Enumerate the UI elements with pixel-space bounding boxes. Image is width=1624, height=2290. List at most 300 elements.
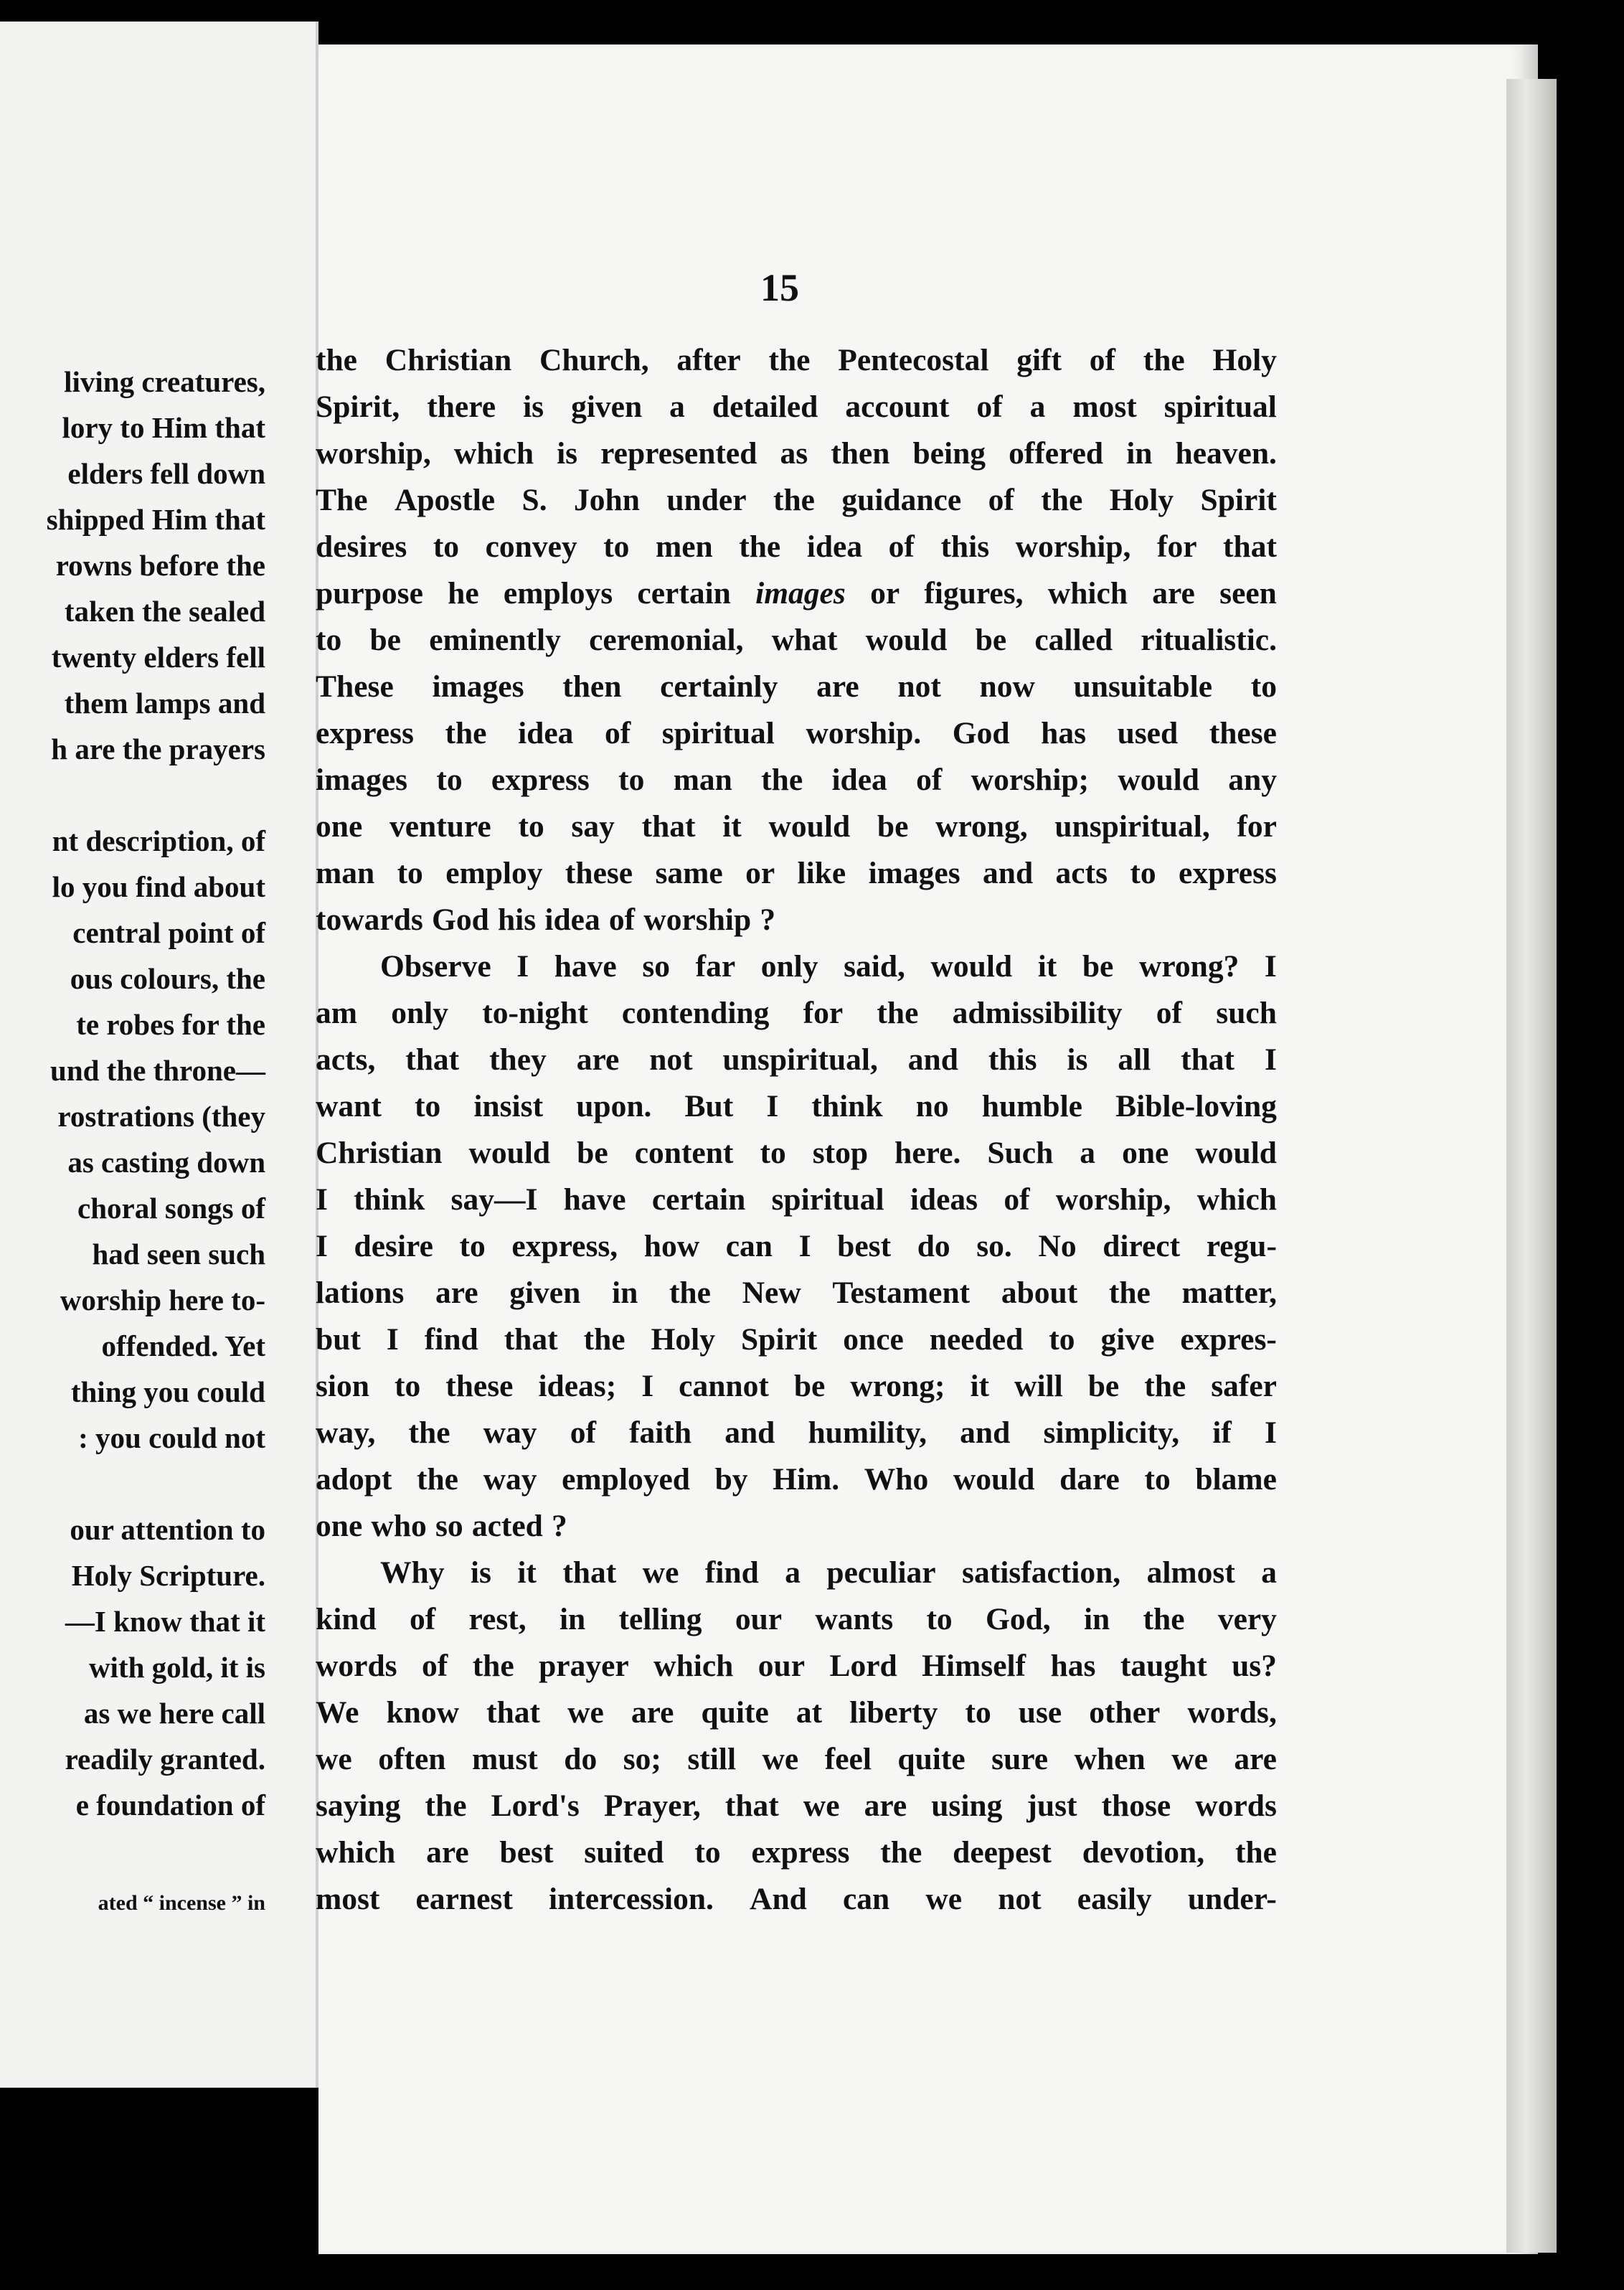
left-page-line: lory to Him that — [62, 411, 265, 444]
word: at — [796, 1695, 823, 1730]
word: taught — [1120, 1649, 1207, 1683]
word: we — [1171, 1742, 1208, 1776]
word: to — [618, 763, 645, 797]
left-page-line: Holy Scripture. — [71, 1559, 265, 1592]
left-page-line: rowns before the — [55, 549, 265, 582]
word: the — [583, 1322, 625, 1357]
word: in — [1083, 1602, 1110, 1636]
word: worship, — [1015, 529, 1131, 564]
word: would — [1195, 1136, 1277, 1170]
word: faith — [629, 1415, 692, 1450]
word: to — [760, 1136, 786, 1170]
left-page-line: ous colours, the — [70, 962, 265, 995]
word: quite — [701, 1695, 769, 1730]
word: unspiritual, — [1054, 809, 1210, 844]
word: I — [1264, 1042, 1277, 1077]
word: to — [926, 1602, 953, 1636]
word: Spirit — [1200, 483, 1277, 517]
word: ideas — [910, 1182, 978, 1217]
text-line — [316, 1410, 1277, 1456]
word: the — [316, 343, 357, 377]
word: after — [676, 343, 741, 377]
word: I — [1264, 1415, 1277, 1450]
word: employs — [503, 576, 613, 611]
word: us? — [1232, 1649, 1277, 1683]
text-line — [316, 804, 1277, 850]
word: the — [1143, 1602, 1185, 1636]
word: our — [757, 1649, 806, 1683]
word: same — [655, 856, 723, 890]
word: one — [316, 809, 363, 844]
text-line — [316, 1130, 1277, 1177]
word: those — [1101, 1789, 1171, 1823]
text-line — [316, 1083, 1277, 1130]
word: wrong; — [850, 1369, 945, 1403]
left-page-line: choral songs of — [77, 1192, 265, 1225]
text-line — [316, 897, 1277, 943]
word: think — [354, 1182, 425, 1217]
word: desires — [316, 529, 407, 564]
word: he — [448, 576, 479, 611]
left-page-line: had seen such — [92, 1238, 265, 1271]
word: safer — [1211, 1369, 1277, 1403]
word: are — [1152, 576, 1195, 611]
word: that — [724, 1789, 779, 1823]
word: Apostle — [394, 483, 496, 517]
word: acts — [1055, 856, 1108, 890]
word: like — [797, 856, 846, 890]
word: represented — [600, 436, 757, 471]
text-line — [316, 1690, 1277, 1736]
left-page-line: —I know that it — [65, 1605, 265, 1638]
word: has — [1041, 716, 1086, 750]
word: are — [1234, 1742, 1277, 1776]
word: to-night — [482, 996, 588, 1030]
word: when — [1074, 1742, 1146, 1776]
word: often — [378, 1742, 446, 1776]
word: find — [704, 1555, 759, 1590]
word: to — [459, 1229, 486, 1263]
word: Christian — [316, 1136, 443, 1170]
word: have — [563, 1182, 626, 1217]
word: needed — [929, 1322, 1024, 1357]
word: direct — [1103, 1229, 1181, 1263]
left-page-line: as we here call — [83, 1697, 265, 1730]
text-line — [316, 1363, 1277, 1410]
word: to — [1130, 856, 1156, 890]
word: words — [316, 1649, 397, 1683]
word: Holy — [1212, 343, 1277, 377]
word: almost — [1146, 1555, 1235, 1590]
word: would — [930, 949, 1013, 984]
word: Holy — [1109, 483, 1174, 517]
left-page-line: lo you find about — [52, 870, 265, 903]
word: intercession. — [548, 1882, 714, 1916]
word: the — [739, 529, 781, 564]
page-number: 15 — [760, 266, 799, 309]
word: then — [831, 436, 890, 471]
word: I — [641, 1369, 654, 1403]
word: idea — [518, 716, 574, 750]
word: these — [1209, 716, 1277, 750]
text-line — [316, 1596, 1277, 1643]
word: for — [803, 996, 844, 1030]
word: worship, — [316, 436, 431, 471]
word: think — [811, 1089, 883, 1123]
word: once — [843, 1322, 904, 1357]
word: one — [1122, 1136, 1169, 1170]
word: have — [554, 949, 617, 984]
word: acts, — [316, 1042, 376, 1077]
word: God, — [985, 1602, 1051, 1636]
word: must — [471, 1742, 538, 1776]
word: Prayer, — [603, 1789, 701, 1823]
word: the — [425, 1789, 467, 1823]
word: our — [735, 1602, 783, 1636]
word: can — [725, 1229, 773, 1263]
left-page-line: them lamps and — [64, 687, 265, 720]
word: can — [842, 1882, 890, 1916]
word: These — [316, 669, 394, 704]
word: wrong, — [935, 809, 1028, 844]
word: or — [870, 576, 900, 611]
text-line — [316, 664, 1277, 710]
word: words, — [1187, 1695, 1277, 1730]
word: know — [386, 1695, 460, 1730]
word: employed — [562, 1462, 690, 1497]
word: the — [1041, 483, 1083, 517]
left-page-line: taken the sealed — [64, 595, 265, 628]
word: be — [975, 623, 1007, 657]
word: quite — [897, 1742, 966, 1776]
word: ritualistic. — [1141, 623, 1277, 657]
word: wants — [815, 1602, 894, 1636]
word: any — [1228, 763, 1277, 797]
word: all — [1118, 1042, 1151, 1077]
word: who — [371, 1509, 427, 1543]
word: upon. — [576, 1089, 652, 1123]
word: spiritual — [771, 1182, 884, 1217]
left-page-line: as casting down — [67, 1146, 265, 1179]
word: of — [1156, 996, 1183, 1030]
word: ? — [760, 903, 776, 937]
word: a — [1080, 1136, 1096, 1170]
word: are — [816, 669, 859, 704]
word: so. — [976, 1229, 1012, 1263]
word: by — [714, 1462, 748, 1497]
word: to — [433, 529, 460, 564]
word: what — [771, 623, 838, 657]
word: only — [760, 949, 818, 984]
word: these — [565, 856, 633, 890]
word: of — [1089, 343, 1115, 377]
word: is — [523, 390, 544, 424]
word: express — [751, 1835, 850, 1870]
word: adopt — [316, 1462, 392, 1497]
word: Observe — [380, 949, 491, 984]
word: and — [960, 1415, 1011, 1450]
word: gift — [1016, 343, 1062, 377]
word: be — [577, 1136, 608, 1170]
left-page-gap — [47, 772, 265, 818]
left-page-line: twenty elders fell — [51, 641, 265, 674]
word: prayer — [539, 1649, 629, 1683]
text-line — [316, 384, 1277, 430]
word: it — [517, 1555, 537, 1590]
word: a — [1029, 390, 1046, 424]
word: is — [1067, 1042, 1088, 1077]
word: are — [631, 1695, 674, 1730]
word: not — [998, 1882, 1042, 1916]
word: for — [1237, 809, 1277, 844]
word: the — [669, 1276, 711, 1310]
word: Bible-loving — [1115, 1089, 1277, 1123]
left-page-line: nt description, of — [52, 824, 265, 857]
word: and — [983, 856, 1034, 890]
word: under — [666, 483, 747, 517]
word: men — [655, 529, 713, 564]
word: which — [653, 1649, 734, 1683]
text-line — [316, 757, 1277, 804]
left-page-line: te robes for the — [76, 1008, 265, 1041]
word: of — [916, 763, 943, 797]
word: The — [316, 483, 368, 517]
word: purpose — [316, 576, 423, 611]
word: his — [497, 903, 537, 937]
word: Him. — [773, 1462, 840, 1497]
word: be — [1082, 949, 1114, 984]
word: then — [562, 669, 622, 704]
word: simplicity, — [1043, 1415, 1180, 1450]
word: no — [915, 1089, 949, 1123]
word: to — [603, 529, 630, 564]
word: say—I — [450, 1182, 538, 1217]
word: still — [687, 1742, 737, 1776]
word: heaven. — [1175, 436, 1277, 471]
word: Lord — [829, 1649, 897, 1683]
word: to — [397, 856, 423, 890]
word: way — [483, 1462, 537, 1497]
word: Why — [380, 1555, 445, 1590]
word: certain — [651, 1182, 746, 1217]
word: would — [953, 1462, 1035, 1497]
paragraph — [316, 943, 1277, 1550]
word: for — [1156, 529, 1197, 564]
word: that — [562, 1555, 617, 1590]
left-page-line: with gold, it is — [88, 1651, 265, 1684]
word: of — [409, 1602, 436, 1636]
body-text — [316, 337, 1277, 1923]
word: humility, — [808, 1415, 927, 1450]
word: Such — [987, 1136, 1054, 1170]
word: employ — [445, 856, 543, 890]
word: man — [316, 856, 375, 890]
word: want — [316, 1089, 382, 1123]
word: dare — [1059, 1462, 1120, 1497]
word: the — [1234, 1835, 1277, 1870]
text-line — [316, 850, 1277, 897]
text-line — [316, 1223, 1277, 1270]
word: guidance — [841, 483, 962, 517]
word: unsuitable — [1073, 669, 1213, 704]
word: worship, — [1055, 1182, 1171, 1217]
word: say — [571, 809, 615, 844]
word: I — [316, 1229, 328, 1263]
word: the — [1108, 1276, 1151, 1310]
word: would — [865, 623, 948, 657]
word: do — [564, 1742, 598, 1776]
word: worship; — [971, 763, 1090, 797]
word: express, — [511, 1229, 618, 1263]
word: spiritual — [1163, 390, 1277, 424]
word: regu- — [1206, 1229, 1277, 1263]
text-line — [316, 477, 1277, 524]
word: images — [316, 763, 408, 797]
word: and — [907, 1042, 958, 1077]
word: lations — [316, 1276, 405, 1310]
word: Lord's — [491, 1789, 580, 1823]
word: deepest — [953, 1835, 1052, 1870]
left-page-line: readily granted. — [65, 1743, 265, 1776]
word: images — [432, 669, 524, 704]
word: of — [888, 529, 915, 564]
word: one — [316, 1509, 363, 1543]
word: or — [745, 856, 775, 890]
word: I — [316, 1182, 328, 1217]
word: such — [1216, 996, 1277, 1030]
word: worship — [643, 903, 752, 937]
word: figures, — [924, 576, 1024, 611]
text-line — [316, 1783, 1277, 1829]
word: contending — [621, 996, 770, 1030]
word: would — [468, 1136, 551, 1170]
word: the — [472, 1649, 514, 1683]
word: we — [925, 1882, 963, 1916]
word: seen — [1219, 576, 1277, 611]
word: we — [567, 1695, 604, 1730]
word: and — [724, 1415, 775, 1450]
word: would — [1118, 763, 1199, 797]
word: feel — [824, 1742, 872, 1776]
word: the — [761, 763, 803, 797]
word: to — [694, 1835, 721, 1870]
word: if — [1212, 1415, 1232, 1450]
left-page-line: : you could not — [78, 1421, 265, 1454]
word: find — [424, 1322, 478, 1357]
word: Pentecostal — [838, 343, 989, 377]
word: Christian — [384, 343, 512, 377]
word: given — [509, 1276, 581, 1310]
word: Spirit — [740, 1322, 818, 1357]
word: the — [877, 996, 919, 1030]
left-page-footnote: ated “ incense ” in — [98, 1891, 265, 1915]
word: satisfaction, — [962, 1555, 1121, 1590]
word: would — [768, 809, 851, 844]
word: about — [1001, 1276, 1078, 1310]
word: And — [750, 1882, 807, 1916]
word: do — [917, 1229, 950, 1263]
word: way, — [316, 1415, 376, 1450]
word: express — [491, 763, 590, 797]
word: God — [952, 716, 1010, 750]
word: will — [1014, 1369, 1063, 1403]
word: towards — [316, 903, 423, 937]
word: stop — [812, 1136, 869, 1170]
word: worship. — [806, 716, 922, 750]
word: are — [435, 1276, 478, 1310]
word: idea — [544, 903, 600, 937]
word: No — [1038, 1229, 1077, 1263]
word: so — [642, 949, 670, 984]
text-line — [316, 1037, 1277, 1083]
word: devotion, — [1082, 1835, 1205, 1870]
word: of — [608, 903, 636, 937]
word: very — [1217, 1602, 1277, 1636]
word: in — [1126, 436, 1153, 471]
word: But — [684, 1089, 734, 1123]
word: Testament — [832, 1276, 971, 1310]
text-line — [316, 430, 1277, 477]
word: the — [773, 483, 815, 517]
word: is — [557, 436, 578, 471]
word: this — [988, 1042, 1037, 1077]
word: to — [965, 1695, 991, 1730]
word: certainly — [660, 669, 778, 704]
word: peculiar — [826, 1555, 936, 1590]
word: which — [1196, 1182, 1277, 1217]
text-line — [316, 524, 1277, 570]
word: that — [504, 1322, 558, 1357]
word: of — [422, 1649, 448, 1683]
word: the — [1143, 343, 1185, 377]
word: which — [316, 1835, 396, 1870]
word: to — [1049, 1322, 1075, 1357]
word: We — [316, 1695, 359, 1730]
word: the — [1144, 1369, 1186, 1403]
word: that — [1181, 1042, 1235, 1077]
text-line — [316, 1736, 1277, 1783]
text-line — [316, 710, 1277, 757]
word: account — [845, 390, 950, 424]
word: desire — [354, 1229, 433, 1263]
word: earnest — [415, 1882, 513, 1916]
word: expres- — [1180, 1322, 1277, 1357]
word: under- — [1187, 1882, 1277, 1916]
word: be — [877, 809, 909, 844]
text-line — [316, 1550, 1277, 1596]
text-line — [316, 1876, 1277, 1923]
word: but — [316, 1322, 361, 1357]
word: to — [316, 623, 342, 657]
word: venture — [389, 809, 491, 844]
word: man — [673, 763, 732, 797]
word: be — [793, 1369, 826, 1403]
word: Church, — [539, 343, 649, 377]
word: not — [649, 1042, 693, 1077]
word: are — [576, 1042, 620, 1077]
word: we — [803, 1789, 840, 1823]
word: sion — [316, 1369, 369, 1403]
left-page-line: und the throne— — [50, 1054, 265, 1087]
left-page-line: living creatures, — [64, 365, 265, 398]
word: are — [864, 1789, 907, 1823]
left-page-text — [47, 359, 265, 1828]
word: used — [1117, 716, 1179, 750]
text-line — [316, 1503, 1277, 1550]
word: spiritual — [661, 716, 775, 750]
word: be — [1087, 1369, 1120, 1403]
word: most — [316, 1882, 380, 1916]
